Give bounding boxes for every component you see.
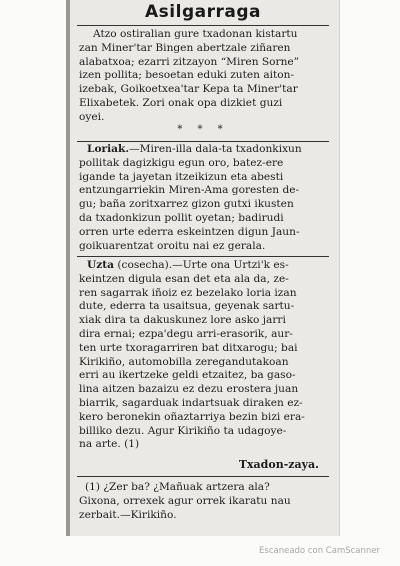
text-line: zerbait.—Kirikiño. <box>79 508 177 521</box>
text-line: ren sagarrak iñoiz ez bezelako loria izan <box>79 286 297 299</box>
paragraph-lead: Uzta <box>87 259 115 271</box>
text-line: alabatxoa; ezarri zitzayon “Miren Sorne” <box>79 55 300 68</box>
footnote <box>79 481 329 522</box>
section-divider <box>77 256 329 257</box>
text-line: gu; baña zoritxarrez gizon gutxi ikusten <box>79 198 294 211</box>
text-line: orren urte ederra eskeintzen digun Jaun- <box>79 225 300 238</box>
text-line: dira ernai; ezpa'degu arri-erasorik, aur- <box>79 327 293 340</box>
text-line: Kirikiño, automobilla zeregandutakoan <box>79 355 289 368</box>
text-line-rest: —Miren-illa dala-ta txadonkixun <box>129 143 302 155</box>
paragraph-lead: Loriak. <box>87 143 130 155</box>
text-line: ten urte txoragarriren bat ditxarogu; bai <box>79 341 298 354</box>
newspaper-clipping <box>66 0 340 536</box>
title-divider <box>77 25 329 26</box>
text-line: oyei. <box>79 110 105 123</box>
text-line: Atzo ostiralian gure txadonan kistartu <box>93 28 298 40</box>
scanner-watermark: Escaneado con CamScanner <box>259 546 380 556</box>
paragraph-baptism <box>79 28 329 125</box>
signature: Txadon-zaya. <box>238 458 319 471</box>
text-line-rest: (cosecha).—Urte ona Urtzi'k es- <box>114 259 289 271</box>
text-line: lina aitzen bazaizu ez dezu erostera juan <box>79 383 299 396</box>
text-line <box>79 143 329 157</box>
text-line: Elixabetek. Zori onak opa dizkiet guzi <box>79 96 283 109</box>
text-line: zan Miner'tar Bingen abertzale ziñaren <box>79 41 291 54</box>
article-title: Asilgarraga <box>145 2 261 22</box>
scan-shadow-edge <box>66 0 70 536</box>
text-line: erri au ikertzeke geldi etzaitez, ba gaso- <box>79 369 296 382</box>
text-line <box>79 259 329 273</box>
text-line: (1) ¿Zer ba? ¿Mañuak artzera ala? <box>85 481 270 493</box>
text-line: biarrik, sagarduak indartsuak diraken ez- <box>79 396 303 409</box>
text-line: da txadonkizun pollit oyetan; badirudi <box>79 211 284 224</box>
text-line: billiko dezu. Agur Kirikiño ta udagoye- <box>79 424 287 437</box>
text-line: pollitak dagizkigu egun oro, batez-ere <box>79 156 284 169</box>
paragraph-flowers <box>79 143 329 253</box>
text-line: igande ta jayetan itzeikizun eta abesti <box>79 170 284 183</box>
text-line: keintzen digula esan det eta ala da, ze- <box>79 272 289 285</box>
section-separator: * * * <box>177 124 229 135</box>
text-line: goikuarentzat oroitu nai ez gerala. <box>79 239 266 252</box>
text-line: izen pollita; besoetan eduki zuten aiton- <box>79 69 295 82</box>
text-line: kero beronekin oñaztarriya bezin bizi era- <box>79 410 305 423</box>
text-line: entzungarriekin Miren-Ama goresten de- <box>79 184 300 197</box>
text-line: na arte. (1) <box>79 438 140 451</box>
text-line: xiak dira ta dakuskunez lore asko jarri <box>79 314 286 327</box>
text-line: dute, ederra ta usaitsua, geyenak sartu- <box>79 300 295 313</box>
section-divider <box>77 141 329 142</box>
paragraph-harvest <box>79 259 329 452</box>
footnote-divider <box>77 476 329 477</box>
text-line: izebak, Goikoetxea'tar Kepa ta Miner'tar <box>79 83 298 96</box>
text-line: Gixona, orrexek agur orrek ikaratu nau <box>79 494 291 507</box>
